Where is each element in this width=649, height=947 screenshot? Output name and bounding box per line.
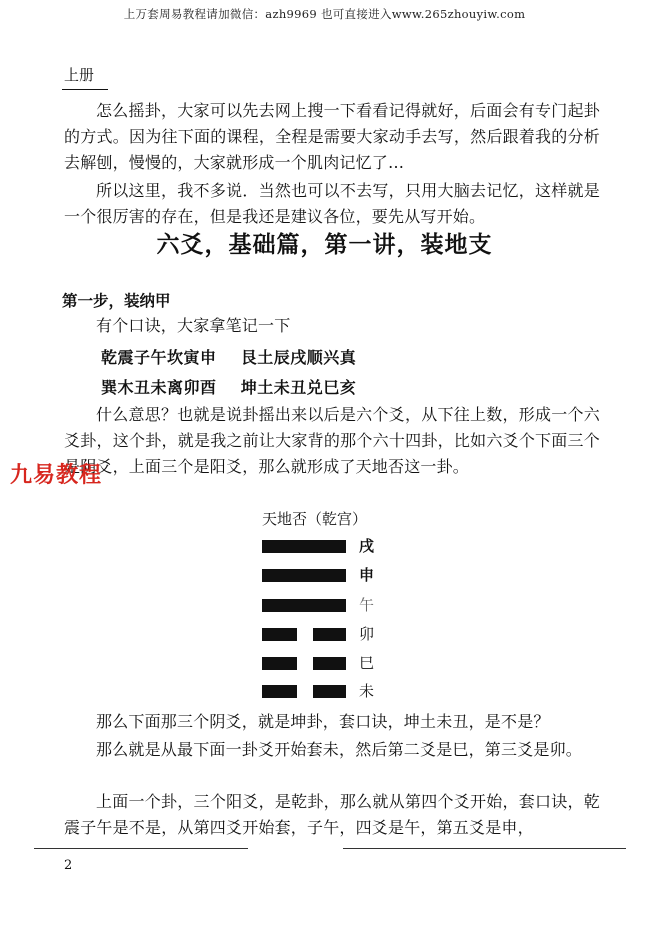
paragraph-7: 上面一个卦，三个阳爻，是乾卦，那么就从第四个爻开始，套口诀，乾震子午是不是，从第四爻开始套，子午，四爻是午，第五爻是申， [64, 792, 600, 837]
mnemonic-line-2: 巽木丑未离卯酉 坤土未丑兑巳亥 [101, 378, 357, 397]
hexagram-line-yin-left [262, 628, 297, 641]
hexagram-line-yang [262, 540, 346, 553]
page-number: 2 [64, 858, 73, 873]
branch-label: 申 [359, 566, 375, 584]
footer-rule-right [343, 848, 626, 849]
paragraph-2: 所以这里，我不多说．当然也可以不去写，只用大脑去记忆，这样就是一个很厉害的存在，但是我还是建议各位，要先从写开始。 [64, 181, 600, 226]
branch-label: 卯 [359, 625, 375, 643]
branch-label: 未 [359, 682, 375, 700]
hexagram-line-yin-left [262, 685, 297, 698]
paragraph-5: 那么下面那三个阴爻，就是坤卦，套口诀，坤土未丑，是不是？ [96, 712, 550, 731]
mnemonic-line-1: 乾震子午坎寅申 艮土辰戌顺兴真 [101, 348, 357, 367]
hexagram-line-yin-right [313, 685, 346, 698]
branch-label: 巳 [359, 654, 375, 672]
paragraph-6: 那么就是从最下面一卦爻开始套未，然后第二爻是巳，第三爻是卯。 [96, 740, 583, 759]
hexagram-line-yang [262, 569, 346, 582]
hexagram-caption: 天地否（乾宫） [262, 510, 368, 528]
watermark-logo: 九易教程 [10, 463, 103, 488]
hexagram-line-yin-right [313, 628, 346, 641]
section-label: 上册 [64, 66, 95, 84]
page-title: 六爻，基础篇，第一讲，装地支 [156, 232, 493, 258]
branch-label: 戌 [359, 537, 375, 555]
footer-rule-left [34, 848, 248, 849]
step-heading: 第一步，装纳甲 [62, 292, 171, 310]
section-rule [62, 89, 108, 90]
hexagram-line-yin-left [262, 657, 297, 670]
paragraph-1: 怎么摇卦，大家可以先去网上搜一下看看记得就好，后面会有专门起卦的方式。因为往下面的课程，全程是需要大家动手去写，然后跟着我的分析去解刨，慢慢的，大家就形成一个肌肉记忆了… [64, 101, 600, 172]
hexagram-line-yin-right [313, 657, 346, 670]
header-notice: 上万套周易教程请加微信：azh9969 也可直接进入www.265zhouyiw.com [123, 7, 526, 21]
branch-label: 午 [359, 596, 375, 614]
paragraph-3: 有个口诀，大家拿笔记一下 [96, 316, 291, 335]
paragraph-4: 什么意思？也就是说卦摇出来以后是六个爻，从下往上数，形成一个六爻卦，这个卦，就是我之前让大家背的那个六十四卦，比如六爻个下面三个是阴爻，上面三个是阳爻，那么就形成了天地否这一卦。 [64, 405, 600, 476]
hexagram-line-yang [262, 599, 346, 612]
